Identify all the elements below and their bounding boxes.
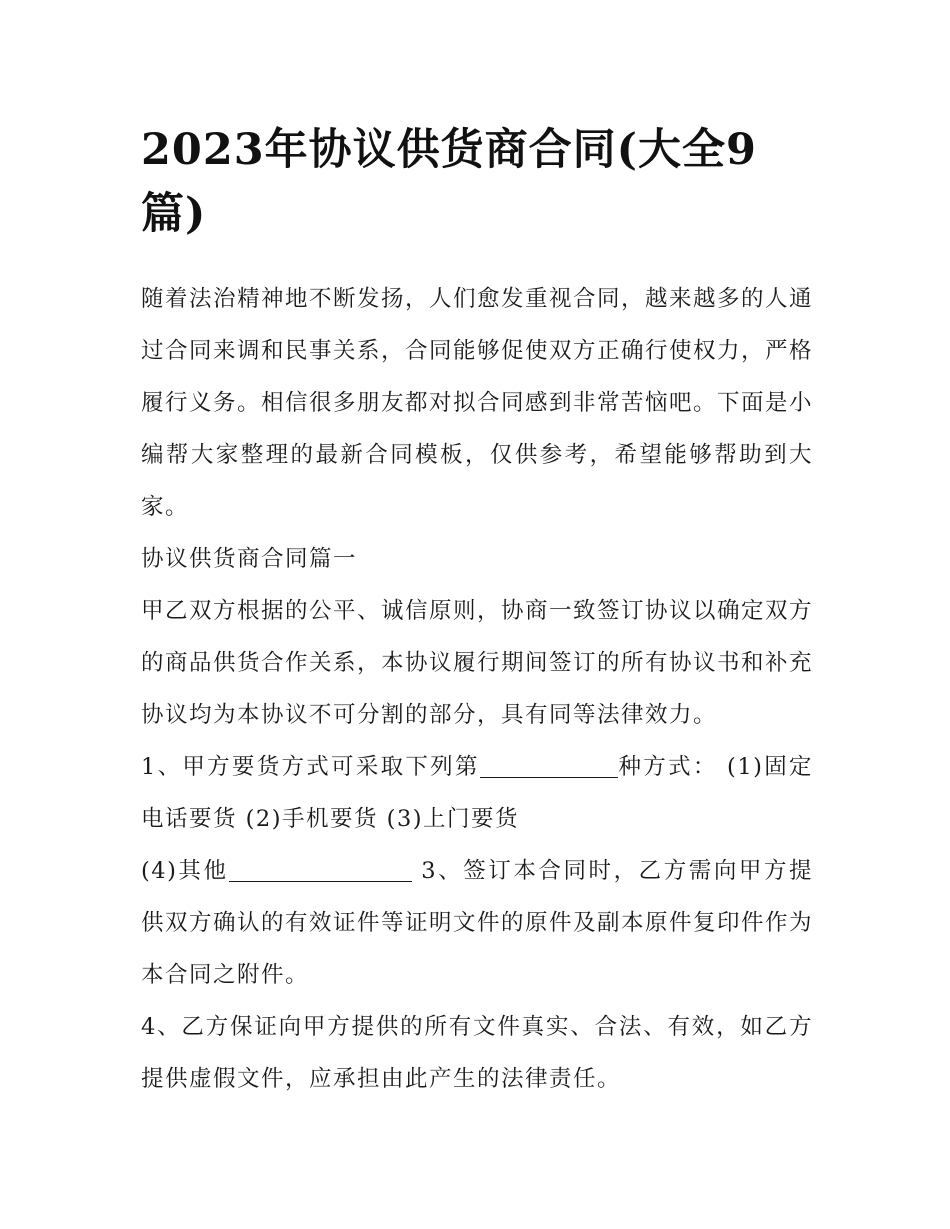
fill-in-blank-2: [229, 857, 412, 882]
clause-3-text-after: 3、签订本合同时，乙方需向甲方提供双方确认的有效证件等证明文件的原件及副本原件复印件作为本合同之附件。: [141, 858, 814, 988]
clause-1-text-after: 种方式： (1)固定电话要货 (2)手机要货 (3)上门要货: [141, 754, 813, 832]
clause-4: 4、乙方保证向甲方提供的所有文件真实、合法、有效，如乙方提供虚假文件，应承担由此产生的法律责任。: [141, 1014, 813, 1092]
fill-in-blank-1: [480, 753, 618, 778]
agreement-paragraph: 甲乙双方根据的公平、诚信原则，协商一致签订协议以确定双方的商品供货合作关系，本协议履行期间签订的所有协议书和补充协议均为本协议不可分割的部分，具有同等法律效力。: [141, 598, 814, 728]
clause-1-text-before: 1、甲方要货方式可采取下列第: [141, 754, 480, 780]
clause-3-text-before: (4)其他: [141, 858, 229, 884]
document-body: [141, 273, 813, 1105]
section-heading: 协议供货商合同篇一: [141, 546, 358, 572]
clause-1: [141, 741, 813, 845]
intro-paragraph: 随着法治精神地不断发扬，人们愈发重视合同，越来越多的人通过合同来调和民事关系，合同能够促使双方正确行使权力，严格履行义务。相信很多朋友都对拟合同感到非常苦恼吧。下面是小编帮大家整理的最新合同模板，仅供参考，希望能够帮助到大家。: [141, 286, 814, 520]
document-page: [141, 118, 813, 1105]
clause-3: [141, 845, 813, 1001]
document-title: 2023年协议供货商合同(大全9篇): [141, 125, 757, 239]
